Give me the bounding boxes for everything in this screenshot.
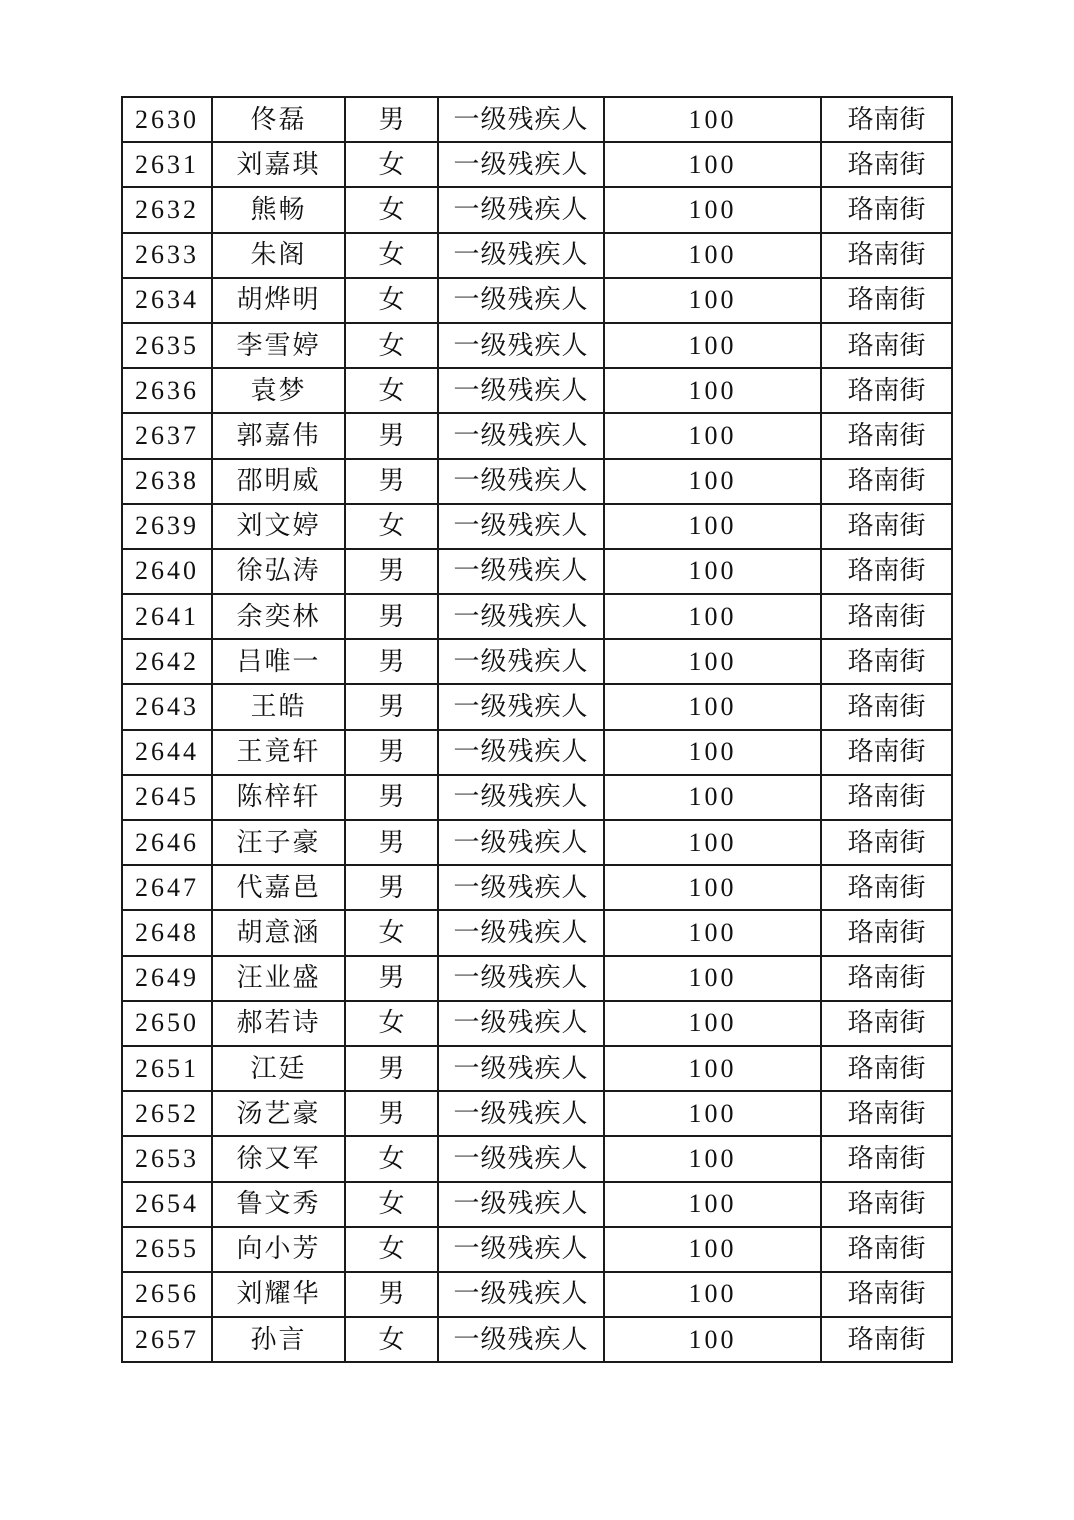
name-cell: 王皓 [212,684,345,729]
gender-cell: 女 [345,233,438,278]
serial-number-cell: 2631 [122,142,212,187]
serial-number-cell: 2656 [122,1272,212,1317]
gender-cell: 女 [345,910,438,955]
street-cell: 珞南街 [821,1317,952,1362]
amount-cell: 100 [604,956,821,1001]
serial-number-cell: 2646 [122,820,212,865]
amount-cell: 100 [604,1227,821,1272]
disability-level-cell: 一级残疾人 [438,549,604,594]
street-cell: 珞南街 [821,1182,952,1227]
gender-cell: 女 [345,1001,438,1046]
amount-cell: 100 [604,1091,821,1136]
gender-cell: 女 [345,504,438,549]
name-cell: 孙言 [212,1317,345,1362]
subsidy-table [121,96,953,1363]
street-cell: 珞南街 [821,956,952,1001]
disability-level-cell: 一级残疾人 [438,142,604,187]
gender-cell: 男 [345,730,438,775]
name-cell: 刘嘉琪 [212,142,345,187]
amount-cell: 100 [604,187,821,232]
table-row [122,413,952,458]
name-cell: 郝若诗 [212,1001,345,1046]
gender-cell: 女 [345,278,438,323]
amount-cell: 100 [604,278,821,323]
disability-level-cell: 一级残疾人 [438,504,604,549]
table-row [122,1227,952,1272]
table-row [122,730,952,775]
table-row [122,639,952,684]
serial-number-cell: 2637 [122,413,212,458]
table-row [122,594,952,639]
disability-level-cell: 一级残疾人 [438,865,604,910]
street-cell: 珞南街 [821,278,952,323]
amount-cell: 100 [604,413,821,458]
table-row [122,97,952,142]
table-row [122,1182,952,1227]
name-cell: 鲁文秀 [212,1182,345,1227]
table-row [122,775,952,820]
serial-number-cell: 2653 [122,1136,212,1181]
name-cell: 邵明威 [212,459,345,504]
street-cell: 珞南街 [821,1091,952,1136]
amount-cell: 100 [604,504,821,549]
table-row [122,1091,952,1136]
gender-cell: 男 [345,594,438,639]
street-cell: 珞南街 [821,1227,952,1272]
gender-cell: 女 [345,1227,438,1272]
name-cell: 徐又军 [212,1136,345,1181]
gender-cell: 男 [345,1046,438,1091]
gender-cell: 男 [345,865,438,910]
serial-number-cell: 2650 [122,1001,212,1046]
table-row [122,1317,952,1362]
street-cell: 珞南街 [821,1001,952,1046]
disability-level-cell: 一级残疾人 [438,639,604,684]
table-row [122,1046,952,1091]
name-cell: 代嘉邑 [212,865,345,910]
amount-cell: 100 [604,323,821,368]
gender-cell: 女 [345,1182,438,1227]
street-cell: 珞南街 [821,323,952,368]
table-row [122,504,952,549]
name-cell: 徐弘涛 [212,549,345,594]
table-row [122,956,952,1001]
serial-number-cell: 2651 [122,1046,212,1091]
amount-cell: 100 [604,684,821,729]
disability-level-cell: 一级残疾人 [438,1182,604,1227]
street-cell: 珞南街 [821,865,952,910]
gender-cell: 女 [345,187,438,232]
name-cell: 汪业盛 [212,956,345,1001]
name-cell: 刘耀华 [212,1272,345,1317]
amount-cell: 100 [604,820,821,865]
street-cell: 珞南街 [821,910,952,955]
gender-cell: 男 [345,956,438,1001]
serial-number-cell: 2657 [122,1317,212,1362]
name-cell: 汤艺豪 [212,1091,345,1136]
street-cell: 珞南街 [821,549,952,594]
disability-level-cell: 一级残疾人 [438,1046,604,1091]
gender-cell: 女 [345,323,438,368]
street-cell: 珞南街 [821,775,952,820]
serial-number-cell: 2645 [122,775,212,820]
serial-number-cell: 2638 [122,459,212,504]
gender-cell: 男 [345,820,438,865]
serial-number-cell: 2642 [122,639,212,684]
disability-level-cell: 一级残疾人 [438,368,604,413]
table-row [122,820,952,865]
street-cell: 珞南街 [821,1046,952,1091]
gender-cell: 男 [345,1091,438,1136]
serial-number-cell: 2648 [122,910,212,955]
serial-number-cell: 2641 [122,594,212,639]
serial-number-cell: 2633 [122,233,212,278]
table-row [122,368,952,413]
amount-cell: 100 [604,1317,821,1362]
street-cell: 珞南街 [821,233,952,278]
amount-cell: 100 [604,910,821,955]
serial-number-cell: 2634 [122,278,212,323]
serial-number-cell: 2640 [122,549,212,594]
name-cell: 余奕林 [212,594,345,639]
disability-level-cell: 一级残疾人 [438,413,604,458]
amount-cell: 100 [604,1001,821,1046]
amount-cell: 100 [604,368,821,413]
disability-level-cell: 一级残疾人 [438,775,604,820]
name-cell: 江廷 [212,1046,345,1091]
serial-number-cell: 2655 [122,1227,212,1272]
disability-level-cell: 一级残疾人 [438,1227,604,1272]
street-cell: 珞南街 [821,413,952,458]
amount-cell: 100 [604,730,821,775]
street-cell: 珞南街 [821,730,952,775]
amount-cell: 100 [604,1272,821,1317]
amount-cell: 100 [604,459,821,504]
subsidy-table-container [121,96,951,1363]
serial-number-cell: 2639 [122,504,212,549]
disability-level-cell: 一级残疾人 [438,956,604,1001]
serial-number-cell: 2647 [122,865,212,910]
street-cell: 珞南街 [821,820,952,865]
disability-level-cell: 一级残疾人 [438,684,604,729]
table-row [122,142,952,187]
disability-level-cell: 一级残疾人 [438,1136,604,1181]
table-row [122,233,952,278]
amount-cell: 100 [604,865,821,910]
serial-number-cell: 2635 [122,323,212,368]
name-cell: 袁梦 [212,368,345,413]
serial-number-cell: 2649 [122,956,212,1001]
serial-number-cell: 2636 [122,368,212,413]
gender-cell: 男 [345,1272,438,1317]
street-cell: 珞南街 [821,368,952,413]
table-row [122,459,952,504]
table-row [122,278,952,323]
street-cell: 珞南街 [821,1272,952,1317]
name-cell: 向小芳 [212,1227,345,1272]
disability-level-cell: 一级残疾人 [438,730,604,775]
amount-cell: 100 [604,233,821,278]
serial-number-cell: 2632 [122,187,212,232]
disability-level-cell: 一级残疾人 [438,459,604,504]
name-cell: 郭嘉伟 [212,413,345,458]
gender-cell: 女 [345,368,438,413]
name-cell: 佟磊 [212,97,345,142]
street-cell: 珞南街 [821,504,952,549]
table-row [122,187,952,232]
amount-cell: 100 [604,1046,821,1091]
amount-cell: 100 [604,775,821,820]
serial-number-cell: 2644 [122,730,212,775]
name-cell: 刘文婷 [212,504,345,549]
table-row [122,684,952,729]
gender-cell: 女 [345,142,438,187]
disability-level-cell: 一级残疾人 [438,910,604,955]
table-row [122,323,952,368]
street-cell: 珞南街 [821,639,952,684]
gender-cell: 女 [345,1136,438,1181]
amount-cell: 100 [604,1136,821,1181]
table-row [122,910,952,955]
amount-cell: 100 [604,142,821,187]
street-cell: 珞南街 [821,459,952,504]
disability-level-cell: 一级残疾人 [438,1001,604,1046]
serial-number-cell: 2643 [122,684,212,729]
disability-level-cell: 一级残疾人 [438,1091,604,1136]
street-cell: 珞南街 [821,142,952,187]
disability-level-cell: 一级残疾人 [438,1317,604,1362]
disability-level-cell: 一级残疾人 [438,187,604,232]
disability-level-cell: 一级残疾人 [438,820,604,865]
gender-cell: 女 [345,1317,438,1362]
street-cell: 珞南街 [821,187,952,232]
serial-number-cell: 2652 [122,1091,212,1136]
name-cell: 朱阁 [212,233,345,278]
street-cell: 珞南街 [821,594,952,639]
gender-cell: 男 [345,413,438,458]
name-cell: 李雪婷 [212,323,345,368]
gender-cell: 男 [345,639,438,684]
street-cell: 珞南街 [821,97,952,142]
disability-level-cell: 一级残疾人 [438,1272,604,1317]
serial-number-cell: 2630 [122,97,212,142]
table-row [122,865,952,910]
name-cell: 陈梓轩 [212,775,345,820]
disability-level-cell: 一级残疾人 [438,97,604,142]
name-cell: 胡烨明 [212,278,345,323]
amount-cell: 100 [604,639,821,684]
street-cell: 珞南街 [821,684,952,729]
name-cell: 吕唯一 [212,639,345,684]
gender-cell: 男 [345,459,438,504]
table-row [122,1136,952,1181]
gender-cell: 男 [345,684,438,729]
disability-level-cell: 一级残疾人 [438,323,604,368]
table-row [122,1272,952,1317]
gender-cell: 男 [345,775,438,820]
amount-cell: 100 [604,97,821,142]
table-row [122,1001,952,1046]
disability-level-cell: 一级残疾人 [438,233,604,278]
name-cell: 熊畅 [212,187,345,232]
street-cell: 珞南街 [821,1136,952,1181]
amount-cell: 100 [604,594,821,639]
disability-level-cell: 一级残疾人 [438,278,604,323]
amount-cell: 100 [604,1182,821,1227]
table-row [122,549,952,594]
name-cell: 胡意涵 [212,910,345,955]
disability-level-cell: 一级残疾人 [438,594,604,639]
name-cell: 王竟轩 [212,730,345,775]
gender-cell: 男 [345,97,438,142]
name-cell: 汪子豪 [212,820,345,865]
amount-cell: 100 [604,549,821,594]
gender-cell: 男 [345,549,438,594]
serial-number-cell: 2654 [122,1182,212,1227]
table-body [122,97,952,1362]
